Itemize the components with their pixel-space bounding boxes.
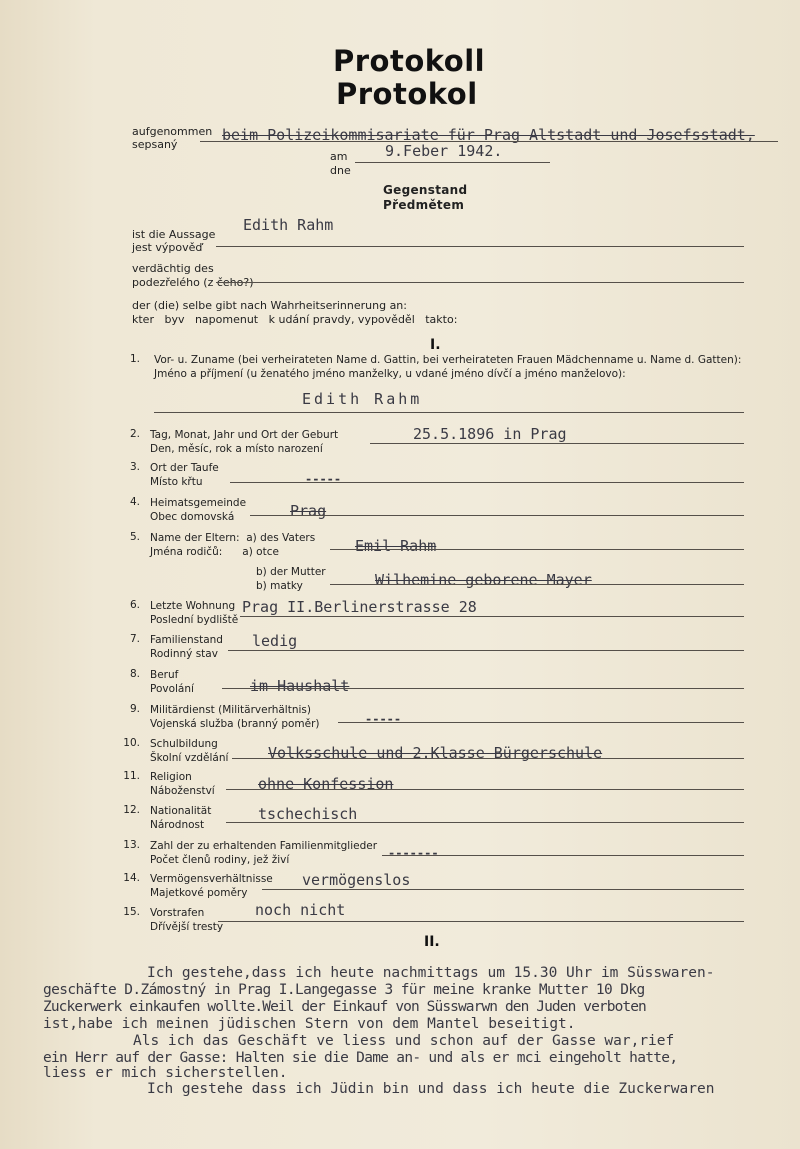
item-label-de: Beruf: [150, 669, 179, 681]
item-label-cz: Vojenská služba (branný poměr): [150, 718, 320, 730]
item-number: 7.: [129, 633, 140, 645]
item-underline: [230, 482, 744, 483]
item-value: Prag: [290, 502, 327, 520]
item-label-de: Heimatsgemeinde: [150, 497, 247, 509]
item-underline: [232, 758, 744, 759]
item-label-de: Letzte Wohnung: [150, 600, 236, 612]
section-one-heading: I.: [430, 337, 441, 353]
recorded-label-cz: sepsaný: [132, 138, 178, 151]
statement-line: liess er mich sicherstellen.: [43, 1065, 288, 1081]
subject-heading-cz: Předmětem: [383, 198, 465, 212]
item-number: 6.: [129, 599, 140, 611]
item-underline: [370, 443, 744, 444]
statement-underline: [216, 246, 744, 247]
statement-line: Als ich das Geschäft ve liess und schon auf der Gasse war,rief: [133, 1033, 675, 1049]
item-value: noch nicht: [255, 901, 346, 919]
date-underline: [355, 162, 550, 163]
item-number: 2.: [129, 428, 140, 440]
recorded-label-de: aufgenommen: [132, 125, 213, 138]
statement-line: geschäfte D.Zámostný in Prag I.Langegasse 3 für meine kranke Mutter 10 Dkg: [43, 982, 645, 998]
item-number: 10.: [123, 737, 140, 749]
item-label-cz: Rodinný stav: [150, 648, 218, 660]
statement-line: ist,habe ich meinen jüdischen Stern von dem Mantel beseitigt.: [43, 1016, 576, 1032]
item-label-de: Schulbildung: [150, 738, 218, 750]
item-underline: [154, 412, 744, 413]
item-underline: [382, 855, 744, 856]
statement-line: ein Herr auf der Gasse: Halten sie die Dame an- und als er mci eingeholt hatte,: [43, 1050, 678, 1066]
item-number: 9.: [129, 703, 140, 715]
item-number: 3.: [129, 461, 140, 473]
item-underline: [262, 889, 744, 890]
suspect-underline: [216, 282, 744, 283]
item-label-cz: Jméno a příjmení (u ženatého jméno manželky, u vdané jméno dívčí a jméno manželovo):: [154, 368, 626, 380]
item-underline: [226, 789, 744, 790]
item-number: 11.: [123, 770, 140, 782]
item-label-de: Familienstand: [150, 634, 223, 646]
item-underline: [218, 921, 744, 922]
item-value: Prag II.Berlinerstrasse 28: [242, 598, 477, 616]
item-label-de: Tag, Monat, Jahr und Ort der Geburt: [150, 429, 339, 441]
item-underline: [330, 584, 744, 585]
statement-line: Zuckerwerk einkaufen wollte.Weil der Einkauf von Süsswarwn den Juden verboten: [43, 999, 646, 1015]
suspect-label-de: verdächtig des: [132, 262, 214, 275]
item-label-cz: Místo křtu: [150, 476, 203, 488]
item-label-cz: Počet členů rodiny, jež živí: [150, 854, 290, 866]
item-label-de: Vermögensverhältnisse: [150, 873, 273, 885]
item-label-cz: Národnost: [150, 819, 205, 831]
statement-line: Ich gestehe,dass ich heute nachmittags um 15.30 Uhr im Süsswaren-: [147, 965, 715, 981]
item-label-de: Name der Eltern: a) des Vaters: [150, 532, 316, 544]
item-value: -------: [388, 846, 439, 860]
item-value: ohne Konfession: [258, 775, 394, 793]
section-two-heading: II.: [424, 934, 440, 950]
statement-label-de: ist die Aussage: [132, 228, 216, 241]
item-label-cz: Obec domovská: [150, 511, 235, 523]
date-value: 9.Feber 1942.: [385, 142, 503, 160]
statement-value: Edith Rahm: [243, 216, 334, 234]
item-value: 25.5.1896 in Prag: [413, 425, 567, 443]
suspect-label-cz: podezřelého (z čeho?): [132, 276, 254, 289]
item-value: tschechisch: [258, 805, 358, 823]
item-label-de: Ort der Taufe: [150, 462, 219, 474]
item-label-cz: Náboženství: [150, 785, 215, 797]
truth-text-de: der (die) selbe gibt nach Wahrheitserinnerung an:: [132, 299, 407, 312]
date-label-de: am: [330, 150, 348, 163]
recorded-value: beim Polizeikommisariate für Prag Altstadt und Josefsstadt,: [222, 126, 755, 144]
item-value: ledig: [252, 632, 298, 650]
item-number: 13.: [123, 839, 140, 851]
item-label-de: Vor- u. Zuname (bei verheirateten Name d. Gattin, bei verheirateten Frauen Mädchenname u. Name d. Gatten):: [154, 354, 742, 366]
item-value: Edith Rahm: [302, 390, 423, 408]
item-value: vermögenslos: [302, 871, 411, 889]
item-number: 1.: [129, 353, 140, 365]
item-number: 4.: [129, 496, 140, 508]
title-german: Protokoll: [333, 44, 486, 78]
item-underline: [240, 616, 744, 617]
item-label-cz: Povolání: [150, 683, 194, 695]
item-underline: [222, 688, 744, 689]
item-value: Emil Rahm: [355, 537, 437, 555]
item-label-de: b) der Mutter: [256, 566, 326, 578]
date-label-cz: dne: [330, 164, 351, 177]
item-label-cz: Den, měsíc, rok a místo narození: [150, 443, 323, 455]
item-value: Wilhemine geborene Mayer: [375, 571, 592, 589]
item-number: 12.: [123, 804, 140, 816]
title-czech: Protokol: [336, 77, 478, 111]
item-underline: [250, 515, 744, 516]
item-number: 14.: [123, 872, 140, 884]
item-label-de: Religion: [150, 771, 192, 783]
statement-line: Ich gestehe dass ich Jüdin bin und dass ich heute die Zuckerwaren: [147, 1081, 715, 1097]
item-value: im Haushalt: [250, 677, 350, 695]
item-value: Volksschule und 2.Klasse Bürgerschule: [268, 744, 603, 762]
item-label-de: Zahl der zu erhaltenden Familienmitglieder: [150, 840, 378, 852]
item-label-cz: Poslední bydliště: [150, 614, 239, 626]
item-value: -----: [305, 472, 342, 486]
item-number: 15.: [123, 906, 140, 918]
truth-text-cz: kter byv napomenut k udání pravdy, vypověděl takto:: [132, 313, 458, 326]
item-number: 8.: [129, 668, 140, 680]
subject-heading-de: Gegenstand: [383, 183, 468, 197]
item-label-cz: Dřívější tresty: [150, 921, 224, 933]
item-label-cz: Školní vzdělání: [150, 752, 229, 764]
statement-label-cz: jest výpověď: [132, 241, 203, 254]
item-label-cz: Jména rodičů: a) otce: [150, 546, 279, 558]
item-label-de: Nationalität: [150, 805, 212, 817]
item-value: -----: [365, 712, 402, 726]
item-number: 5.: [129, 531, 140, 543]
item-label-de: Militärdienst (Militärverhältnis): [150, 704, 311, 716]
item-underline: [228, 650, 744, 651]
item-underline: [330, 549, 744, 550]
item-label-cz: Majetkové poměry: [150, 887, 248, 899]
item-label-de: Vorstrafen: [150, 907, 205, 919]
item-label-cz: b) matky: [256, 580, 303, 592]
item-underline: [338, 722, 744, 723]
item-underline: [226, 822, 744, 823]
